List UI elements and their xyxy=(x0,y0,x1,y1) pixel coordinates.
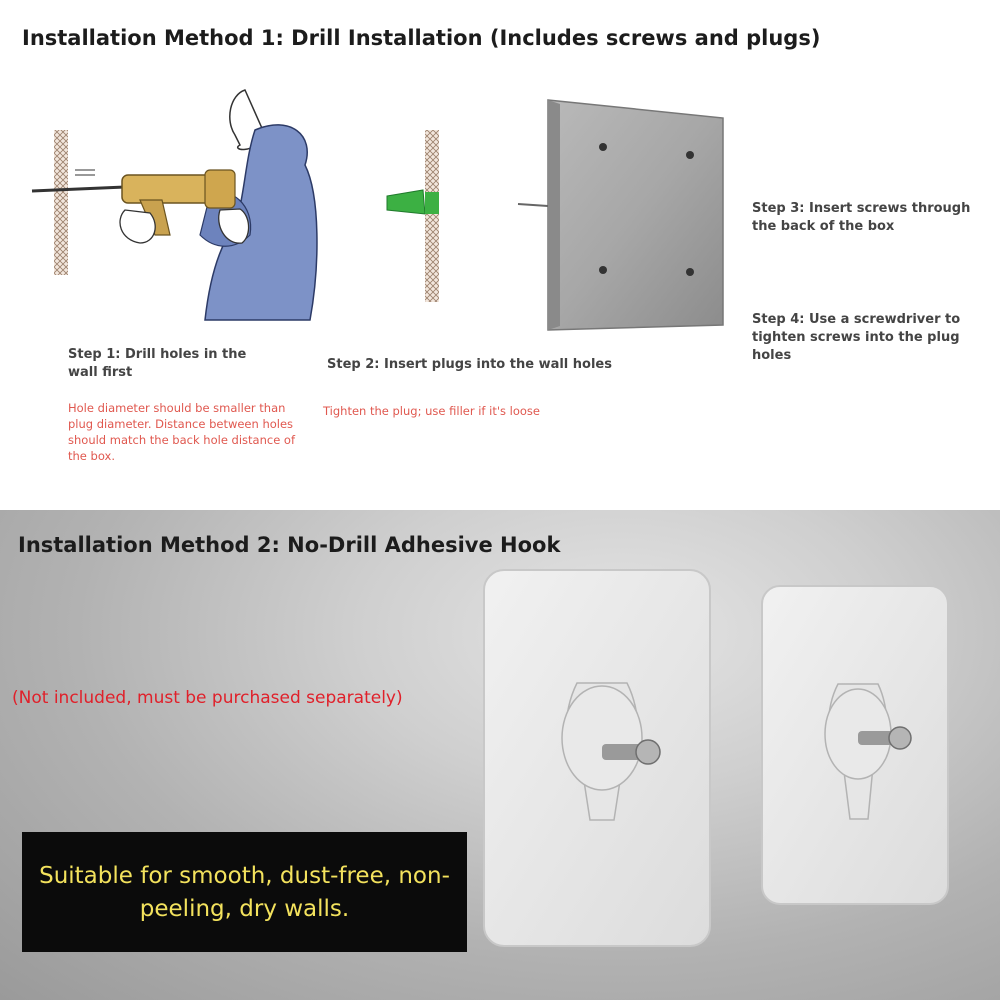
wall-section-icon xyxy=(425,130,439,302)
method2-title: Installation Method 2: No-Drill Adhesive Hook xyxy=(18,533,561,557)
step4-label: Step 4: Use a screwdriver to tighten screws into the plug holes xyxy=(752,312,961,363)
adhesive-hook-small xyxy=(760,584,950,907)
drill-person-illustration xyxy=(30,75,330,325)
step1-label: Step 1: Drill holes in the wall first xyxy=(68,347,247,380)
method1-title: Installation Method 1: Drill Installation (Includes screws and plugs) xyxy=(22,26,821,50)
step3-label: Step 3: Insert screws through the back of the box xyxy=(752,201,971,234)
hook-screw-icon xyxy=(636,740,660,764)
suitable-walls-text: Suitable for smooth, dust-free, non-peeling, dry walls. xyxy=(39,863,450,922)
step2-label: Step 2: Insert plugs into the wall holes xyxy=(327,357,612,372)
suitable-walls-banner xyxy=(22,832,467,952)
wall-plug-icon xyxy=(387,190,425,214)
step2-note: Tighten the plug; use filler if it's loose xyxy=(323,404,540,418)
hook-screw-icon xyxy=(889,727,911,749)
wall-plug-illustration xyxy=(385,130,455,305)
step1-note: Hole diameter should be smaller than plug diameter. Distance between holes should match the back hole distance of the box. xyxy=(68,401,296,463)
screw-icon xyxy=(518,204,548,206)
metal-box-illustration xyxy=(518,100,728,332)
not-included-note: (Not included, must be purchased separately) xyxy=(12,688,403,708)
wall-section-icon xyxy=(54,130,68,275)
adhesive-hook-large xyxy=(482,568,712,953)
